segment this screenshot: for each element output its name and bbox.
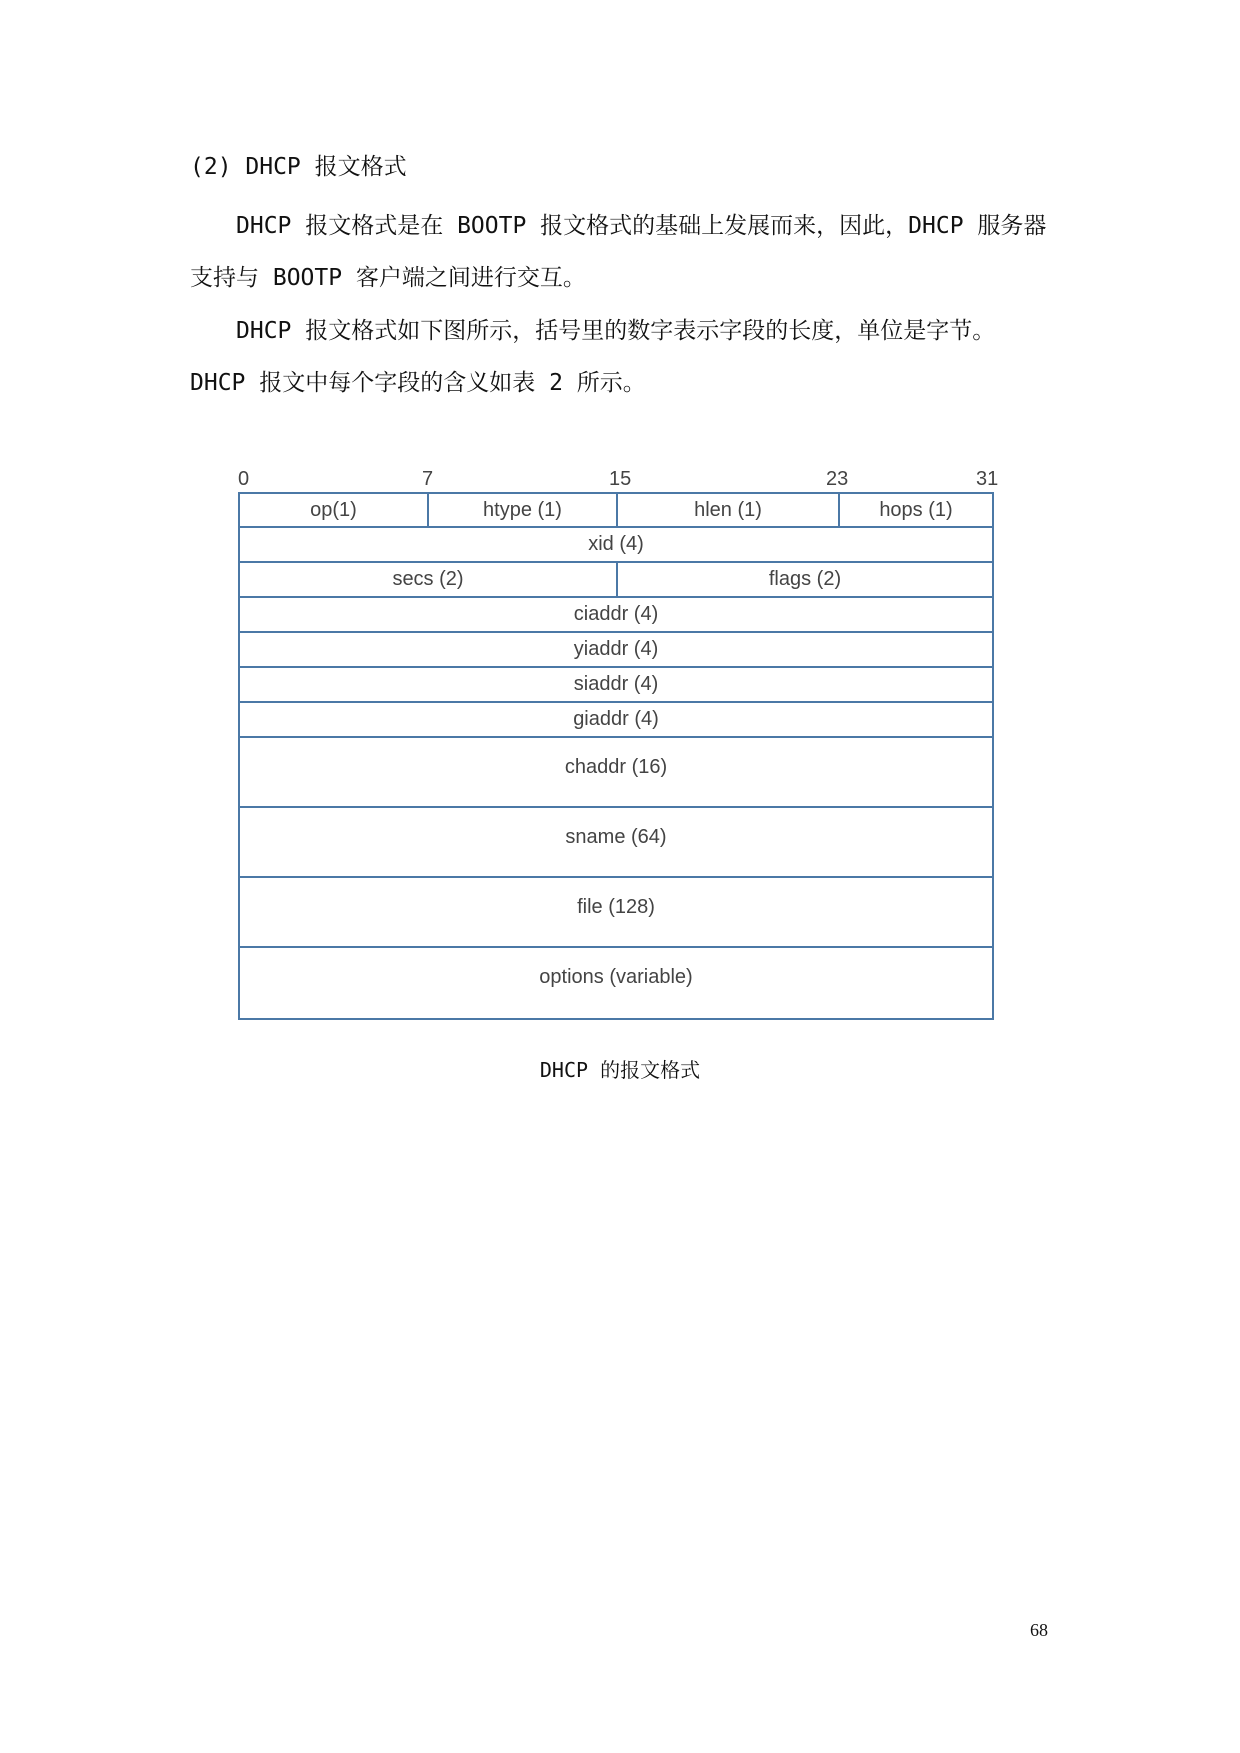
bit-label-15: 15 [609, 468, 632, 490]
field-row [238, 878, 994, 950]
field-sname: sname (64) [238, 806, 994, 878]
field-row [238, 528, 994, 565]
paragraph-line: DHCP 报文格式是在 BOOTP 报文格式的基础上发展而来，因此，DHCP 服务器 [236, 213, 1047, 239]
field-file: file (128) [238, 876, 994, 948]
paragraph-line: 支持与 BOOTP 客户端之间进行交互。 [190, 265, 586, 291]
page-number: 68 [1030, 1620, 1048, 1640]
field-siaddr: siaddr (4) [238, 666, 994, 703]
field-ciaddr: ciaddr (4) [238, 596, 994, 633]
field-flags: flags (2) [616, 561, 994, 598]
paragraph-line: DHCP 报文中每个字段的含义如表 2 所示。 [190, 370, 646, 396]
field-row [238, 633, 994, 670]
field-giaddr: giaddr (4) [238, 701, 994, 738]
field-row [238, 808, 994, 880]
bit-label-31: 31 [976, 468, 999, 490]
field-secs: secs (2) [238, 561, 618, 598]
paragraph-format-intro [190, 305, 1060, 409]
field-row [238, 703, 994, 740]
figure-caption: DHCP 的报文格式 [539, 1058, 701, 1082]
field-table [238, 494, 994, 1022]
field-yiaddr: yiaddr (4) [238, 631, 994, 668]
paragraph-dhcp-origin [190, 200, 1060, 304]
field-htype: htype (1) [427, 492, 618, 528]
field-row [238, 738, 994, 810]
field-row [238, 948, 994, 1022]
field-row [238, 668, 994, 705]
field-hlen: hlen (1) [616, 492, 840, 528]
field-row [238, 563, 994, 600]
field-op: op(1) [238, 492, 429, 528]
bit-label-0: 0 [238, 468, 250, 490]
section-heading: (2) DHCP 报文格式 [190, 154, 407, 180]
field-chaddr: chaddr (16) [238, 736, 994, 808]
field-hops: hops (1) [838, 492, 994, 528]
bit-label-23: 23 [826, 468, 849, 490]
bit-label-7: 7 [422, 468, 434, 490]
field-row [238, 494, 994, 530]
field-xid: xid (4) [238, 526, 994, 563]
field-row [238, 598, 994, 635]
paragraph-line: DHCP 报文格式如下图所示，括号里的数字表示字段的长度，单位是字节。 [236, 318, 996, 344]
dhcp-packet-format-diagram [238, 466, 999, 1022]
field-options: options (variable) [238, 946, 994, 1020]
